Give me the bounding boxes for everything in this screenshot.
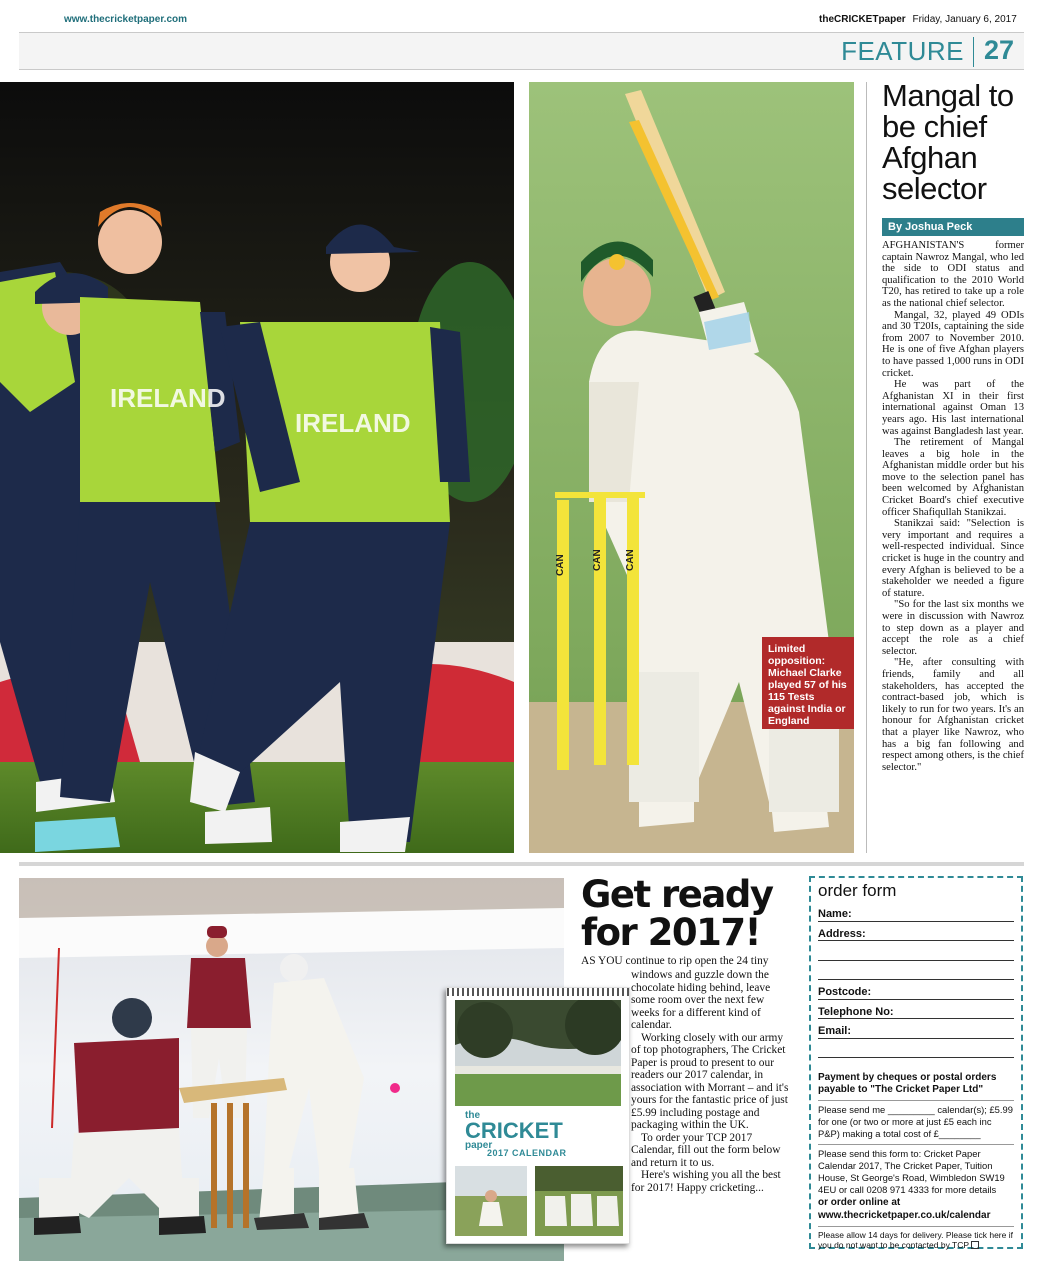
article-paragraph: He was part of the Afghanistan XI in their first international against Oman 13 years ago. His last international was against Bangladesh last year. — [882, 379, 1024, 437]
top-strip — [0, 0, 1043, 30]
calendar-cover-photo — [455, 1000, 621, 1106]
stump-label: CAN — [555, 554, 566, 576]
stump-label-3: CAN — [625, 549, 636, 571]
article-paragraph: AFGHANISTAN'S former captain Nawroz Mangal, who led the side to ODI status and qualification to the 2010 World T20, has retired to take up a role as the national chief selector. — [882, 240, 1024, 309]
quantity-line[interactable]: Please send me _________ calendar(s); £5.99 for one (or two or more at just £5 each inc P&P) making a total cost of £________ — [818, 1104, 1013, 1139]
calendar-product-image — [446, 987, 630, 1244]
email-line-2[interactable] — [818, 1039, 1014, 1059]
ireland-celebration-photo — [0, 82, 514, 853]
michael-clarke-batting-photo — [529, 82, 854, 853]
issue-date: Friday, January 6, 2017 — [912, 14, 1017, 25]
calendar-thumbnail-2 — [535, 1166, 623, 1236]
section-divider — [973, 37, 974, 67]
contact-opt-out-checkbox[interactable] — [971, 1241, 979, 1249]
photo-caption: Limited opposition: Michael Clarke played 57 of his 115 Tests against India or England — [762, 637, 854, 729]
masthead-title: theCRICKETpaper — [819, 14, 906, 25]
ireland-shirt-text: IRELAND — [110, 383, 226, 413]
page-number: 27 — [983, 35, 1014, 65]
name-field[interactable]: Name: — [818, 902, 1014, 922]
address-line-2[interactable] — [818, 941, 1014, 961]
postal-address: Please send this form to: Cricket Paper Calendar 2017, The Cricket Paper, Tuition House, St George's Road, Wimbledon SW19 4EU or call 0208 971 4333 for more details — [818, 1148, 1005, 1195]
promo-body — [631, 969, 793, 1194]
promo-lead — [581, 955, 793, 968]
payment-instructions: Payment by cheques or postal orders payable to "The Cricket Paper Ltd" — [818, 1072, 997, 1095]
telephone-field[interactable]: Telephone No: — [818, 1000, 1014, 1020]
article-byline: By Joshua Peck — [882, 218, 1024, 236]
order-form — [809, 876, 1023, 1249]
stump-label-2: CAN — [592, 549, 603, 571]
calendar-logo — [465, 1111, 563, 1151]
masthead — [819, 14, 1017, 25]
article-paragraph: Stanikzai said: "Selection is very important and requires a well-respected individual. Since cricket is huge in the country and every Afghan is believed to be a stakeholder we needed a figure of stature. — [882, 518, 1024, 599]
article-headline: Mangal to be chief Afghan selector — [882, 78, 1014, 206]
order-online-label: or order online at — [818, 1197, 901, 1208]
order-divider-2 — [818, 1144, 1014, 1145]
promo-paragraph: windows and guzzle down the chocolate hiding behind, leave some room over the next few weeks for a different kind of calendar. — [631, 969, 771, 1031]
section-bar — [19, 32, 1024, 70]
calendar-binding — [447, 988, 631, 996]
order-online-url[interactable]: www.thecricketpaper.co.uk/calendar — [818, 1210, 991, 1221]
article-body — [882, 240, 1024, 773]
ireland-shirt-text-2: IRELAND — [295, 408, 411, 438]
calendar-thumbnail-1 — [455, 1166, 527, 1236]
promo-paragraph: To order your TCP 2017 Calendar, fill out the form below and return it to us. — [631, 1131, 781, 1169]
promo-paragraph: Here's wishing you all the best for 2017! Happy cricketing... — [631, 1169, 781, 1194]
postcode-field[interactable]: Postcode: — [818, 980, 1014, 1000]
calendar-logo-top: the — [465, 1110, 480, 1121]
order-divider — [818, 1100, 1014, 1101]
site-url[interactable]: www.thecricketpaper.com — [64, 14, 188, 25]
calendar-logo-main: CRICKET — [465, 1118, 563, 1143]
section-divider-rule — [19, 862, 1024, 866]
article-paragraph: Mangal, 32, played 49 ODIs and 30 T20Is, captaining the side from 2007 to November 2010. He is one of five Afghan players to have passed 1,000 runs in ODI cricket. — [882, 309, 1024, 379]
order-form-title: order form — [818, 881, 897, 900]
article-paragraph: The retirement of Mangal leaves a big hole in the Afghanistan middle order but his move to the selection panel has been welcomed by Afghanistan Cricket Board's chief executive officer Shafiqullah Stanikzai. — [882, 437, 1024, 518]
email-field[interactable]: Email: — [818, 1019, 1014, 1039]
promo-headline: Get ready for 2017! — [581, 873, 773, 954]
promo-paragraph: Working closely with our army of top photographers, The Cricket Paper is proud to present to our readers our 2017 calendar, in association with Morrant – and it's yours for the fantastic price of just £5.99 including postage and packaging within the UK. — [631, 1031, 789, 1131]
fine-print — [818, 1230, 1014, 1250]
address-field[interactable]: Address: — [818, 922, 1014, 942]
calendar-subtitle: 2017 CALENDAR — [487, 1148, 567, 1158]
article-paragraph: "He, after consulting with friends, family and all stakeholders, has accepted the contract-based job, which is likely to run for two years. It's an honour for Afghanistan cricket that a player like Nawroz, who has a big fan following and respect among others, is the chief selector." — [882, 657, 1024, 773]
calendar-logo-bottom: paper — [465, 1140, 493, 1151]
address-line-3[interactable] — [818, 961, 1014, 981]
column-rule — [866, 82, 867, 853]
order-divider-3 — [818, 1226, 1014, 1227]
promo-lead-line: AS YOU continue to rip open the 24 tiny — [581, 955, 769, 967]
article-paragraph: "So for the last six months we were in discussion with Nawroz to step down as a player and accept the role as a chief selector. — [882, 599, 1024, 657]
fine-print-text: Please allow 14 days for delivery. Please tick here if you do not want to be contacted by TCP — [818, 1230, 1013, 1250]
section-label: FEATURE — [841, 36, 964, 66]
